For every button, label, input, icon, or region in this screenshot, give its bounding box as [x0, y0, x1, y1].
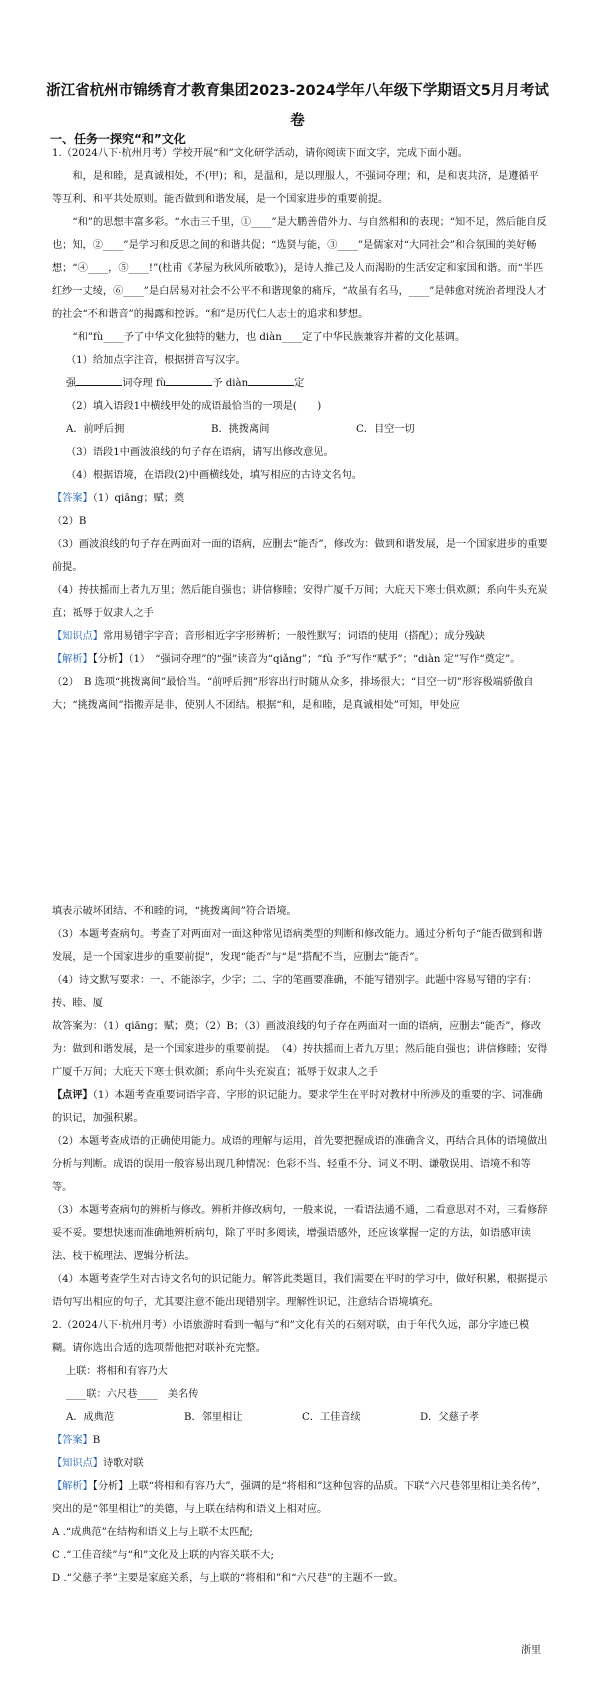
q1-sub-4: （4）根据语境，在语段(2)中画横线处，填写相应的古诗文名句。: [66, 470, 362, 481]
q2-option-b[interactable]: B．邻里相让: [184, 1412, 243, 1423]
q2-analysis-3: C .“工佳音续”与“和”文化及上联的内容关联不大;: [52, 1550, 274, 1561]
q2-analysis-2: A .“成典范”在结构和语义上与上联不太匹配;: [52, 1527, 253, 1538]
q2-answer: 【答案】B: [52, 1435, 101, 1446]
fill-blank-1[interactable]: [76, 373, 122, 386]
q1-analysis-1: 【解析】【分析】（1） “强词夺理”的“强”读音为“qiǎng”；“fù 予”写作“赋予”；“diàn 定”写作“奠定”。: [52, 654, 521, 665]
q2-intro: 2.（2024八下·杭州月考）小语旅游时看到一幅与“和”文化有关的石刻对联，由于年代久远，部分字迹已模糊。请你选出合适的选项帮他把对联补充完整。: [52, 1320, 530, 1354]
knowledge-tag-2: 【知识点】: [52, 1458, 103, 1469]
analysis-tag-2: 【解析】: [52, 1481, 93, 1492]
q2-analysis-1: 【解析】【分析】上联“将相和有容乃大”，强调的是“将相和”这种包容的品质。下联“六尺巷邻里相让美名传”，突出的是“邻里相让”的美德，与上联在结构和语义上相对应。: [52, 1481, 547, 1515]
q1-paragraph-3: “和”fù____予了中华文化独特的魅力，也 diàn____定了中华民族兼容并蓄的文化基调。: [72, 332, 466, 343]
fill-blank-2[interactable]: [166, 373, 212, 386]
q1-comment-3: （3）本题考查病句的辨析与修改。辨析并修改病句，一般来说，一看语法通不通，二看意思对不对，三看修辞妥不妥。要想快速而准确地辨析病句，除了平时多阅读，增强语感外，还应该掌握一定的方法，如语感审读法、枝干梳理法、逻辑分析法。: [52, 1205, 548, 1262]
q1-paragraph-1: 和，是和睦，是真诚相处，不(甲)；和，是温和，是以理服人，不强词夺理；和，是和衷共济，是遵循平等互利、和平共处原则。能否做到和谐发展，是一个国家进步的重要前提。: [52, 171, 539, 205]
q1-knowledge: 【知识点】常用易错字字音；音形相近字字形辨析；一般性默写；词语的使用（搭配）；成分残缺: [52, 631, 485, 642]
q1-answer-4: （4）抟扶摇而上者九万里；然后能自强也；讲信修睦；安得广厦千万间；大庇天下寒士俱欢颜；系向牛头充炭直；祗辱于奴隶人之手: [52, 585, 548, 619]
q2-option-a[interactable]: A．成典范: [66, 1412, 115, 1423]
q2-option-c[interactable]: C．工佳音续: [302, 1412, 361, 1423]
q1-comment-4: （4）本题考查学生对古诗文名句的识记能力。解答此类题目，我们需要在平时的学习中，做好积累，根据提示语句写出相应的句子，尤其要注意不能出现错别字。理解性识记，注意结合语境填充。: [52, 1274, 548, 1308]
q2-options: [52, 1406, 548, 1429]
q1-analysis-2b: 填表示破坏团结、不和睦的词，“挑拨离间”符合语境。: [52, 906, 297, 917]
q1-fill-line: 强 词夺理 fù 予 diàn 定: [52, 372, 548, 395]
question-1: [52, 142, 548, 717]
q1-option-b[interactable]: B．挑拨离间: [211, 424, 270, 435]
title-line-2: 卷: [290, 113, 305, 129]
q1-analysis-3: （3）本题考查病句。考查了对两面对一面这种常见语病类型的判断和修改能力。通过分析句子“能否做到和谐发展，是一个国家进步的重要前提”，发现“能否”与“是”搭配不当，应删去“能否”。: [52, 929, 543, 963]
q2-knowledge: 【知识点】诗歌对联: [52, 1458, 144, 1469]
analysis-tag: 【解析】: [52, 654, 93, 665]
q1-analysis-5: 故答案为：（1）qiāng；赋；奠；（2）B；（3）画波浪线的句子存在两面对一面的语病，应删去“能否”，修改为：做到和谐发展，是一个国家进步的重要前提。 （4）抟扶摇而上者九万里；然后能自强也；讲信修睦；安得广厦千万间；大庇天下寒士俱欢颜；系向牛头充炭直；祗辱于奴隶人之手: [52, 1021, 548, 1078]
q1-option-a[interactable]: A．前呼后拥: [66, 424, 125, 435]
q1-answer-3: （3）画波浪线的句子存在两面对一面的语病，应删去“能否”，修改为：做到和谐发展，是一个国家进步的重要前提。: [52, 539, 548, 573]
q1-paragraph-2: “和”的思想丰富多彩。“水击三千里，①____”是大鹏善借外力、与自然相和的表现；“知不足，然后能自反也；知，②____”是学习和反思之间的和谐共促；“选贤与能，③____”是儒家对“大同社会”和合氛围的美好畅想；“④____，⑤____!”(杜甫《茅屋为秋风所破歌》)，是诗人推己及人而渴盼的生活安定和家国和谐。而“半匹红纱一丈绫，⑥____”是白居易对社会不公平不和谐现象的痛斥，“故虽有名马，____”是韩愈对统治者埋没人才的社会“不和谐音”的揭露和控诉。“和”是历代仁人志士的追求和梦想。: [52, 217, 547, 320]
answer-tag-2: 【答案】: [52, 1435, 93, 1446]
q1-analysis-4: （4）诗文默写要求：一、不能添字，少字；二、字的笔画要准确，不能写错别字。此题中容易写错的字有：抟、睦、厦: [52, 975, 538, 1009]
fill-blank-3[interactable]: [248, 373, 294, 386]
q1-analysis-2: （2） B 选项“挑拨离间”最恰当。“前呼后拥”形容出行时随从众多，排场很大；“目空一切”形容极端骄傲自大；“挑拨离间”指搬弄是非，使别人不团结。根据“和，是和睦，是真诚相处”可知，甲处应: [52, 677, 534, 711]
q1-comment-1: 【点评】（1）本题考查重要词语字音、字形的识记能力。要求学生在平时对教材中所涉及的重要的字、词准确的识记，加强积累。: [52, 1089, 543, 1124]
title-line-1: 浙江省杭州市锦绣育才教育集团2023-2024学年八年级下学期语文5月月考试: [46, 83, 549, 99]
q1-answer: 【答案】（1）qiāng；赋；奠: [52, 493, 185, 504]
section-heading: 一、任务一探究“和”文化: [50, 132, 186, 146]
knowledge-tag: 【知识点】: [52, 631, 103, 642]
q2-upper-couplet: 上联：将相和有容乃大: [66, 1366, 168, 1377]
q1-comment-2: （2）本题考查成语的正确使用能力。成语的理解与运用，首先要把握成语的准确含义，再结合具体的语境做出分析与判断。成语的误用一般容易出现几种情况：色彩不当、轻重不分、词义不明、谦敬误用、语境不和等等。: [52, 1136, 548, 1193]
q1-sub-3: （3）语段1中画波浪线的句子存在语病，请写出修改意见。: [66, 447, 334, 458]
q1-answer-2: （2）B: [52, 516, 87, 527]
q2-lower-couplet: ____联：六尺巷____ 美名传: [66, 1389, 199, 1400]
q1-sub-1: （1）给加点字注音，根据拼音写汉字。: [66, 355, 246, 366]
q1-sub-2: （2）填入语段1中横线甲处的成语最恰当的一项是( ): [66, 401, 322, 412]
q1-option-c[interactable]: C．目空一切: [356, 424, 415, 435]
question-1-continued: [52, 900, 548, 1590]
q2-option-d[interactable]: D．父慈子孝: [420, 1412, 480, 1423]
comment-tag: 【点评】: [52, 1089, 93, 1101]
q1-intro: 1.（2024八下·杭州月考）学校开展“和”文化研学活动，请你阅读下面文字，完成下面小题。: [52, 148, 469, 159]
answer-tag: 【答案】: [52, 493, 93, 504]
document-title: [40, 76, 555, 136]
page-footer: 浙里: [521, 1645, 541, 1656]
q1-options: [52, 418, 548, 441]
q2-analysis-4: D .“父慈子孝”主要是家庭关系，与上联的“将相和”和“六尺巷”的主题不一致。: [52, 1573, 404, 1584]
